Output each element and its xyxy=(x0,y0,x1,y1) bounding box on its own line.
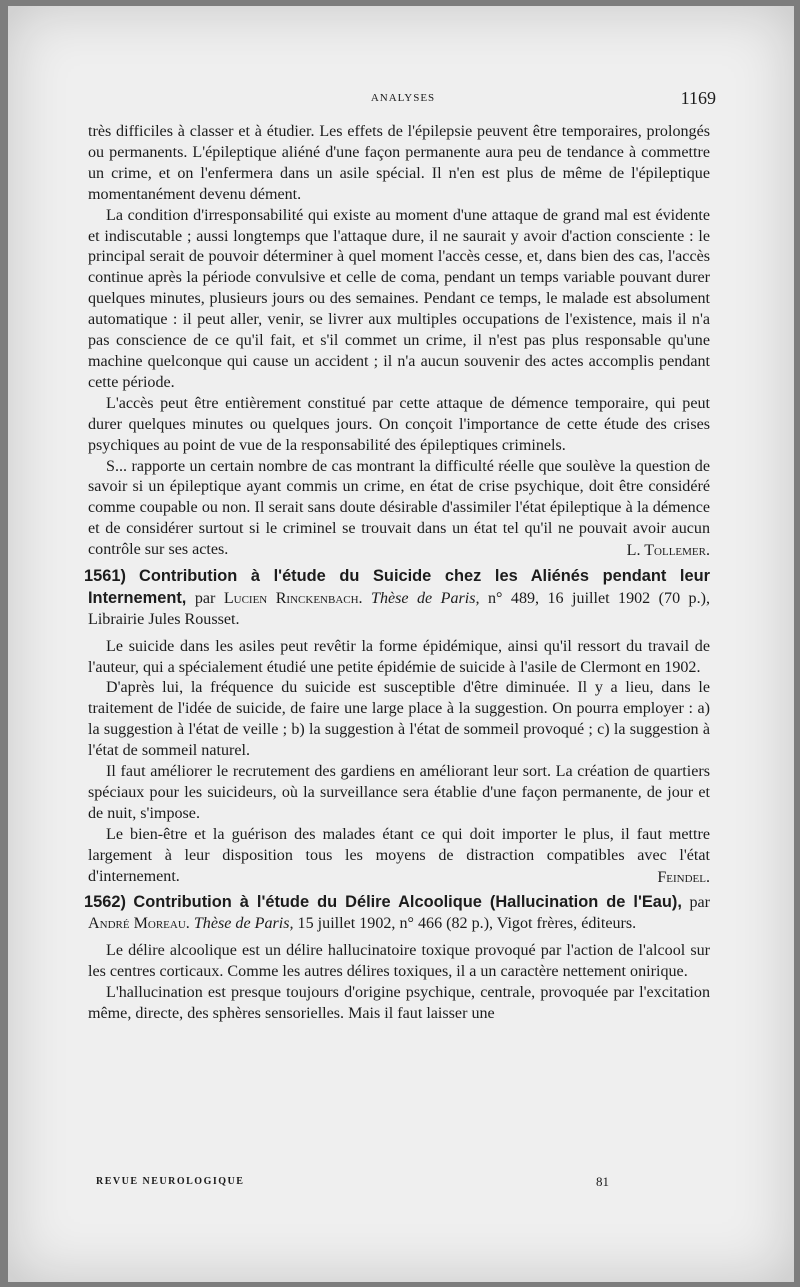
entry-source: Thèse de Paris, xyxy=(371,589,480,607)
paragraph-continued: très difficiles à classer et à étudier. Les effets de l'épilepsie peuvent être temporaires, prolongés ou permanents. L'épileptique aliéné d'une façon permanente aura peu de tendance à commettre un crime, et on l'enfermera dans un asile spécial. Il n'en est plus de même de l'épileptique momentanément devenu dément. xyxy=(88,123,710,203)
page-number: 1169 xyxy=(680,88,716,108)
reviewer-signature: L. Tollemer. xyxy=(626,542,710,560)
entry-by: par xyxy=(186,589,224,607)
entry-author: André Moreau xyxy=(88,915,186,933)
page-sheet xyxy=(8,6,794,1282)
paragraph: Le délire alcoolique est un délire hallucinatoire toxique provoqué par l'action de l'alcool sur les centres corticaux. Comme les autres délires toxiques, il a un caractère nettement onirique. xyxy=(88,942,710,981)
paragraph: L'accès peut être entièrement constitué par cette attaque de démence temporaire, qui peut durer quelques minutes ou quelques jours. On conçoit l'importance de cette étude des crises psychiques au point de vue de la responsabilité des épileptiques criminels. xyxy=(88,394,710,454)
running-head xyxy=(88,88,718,114)
body-text xyxy=(84,122,711,1025)
entry-number: 1561) xyxy=(84,566,126,585)
paragraph: L'hallucination est presque toujours d'origine psychique, centrale, provoquée par l'excitation même, directe, des sphères sensorielles. Mais il faut laisser une xyxy=(88,984,710,1022)
journal-name: REVUE NEUROLOGIQUE xyxy=(96,1176,245,1187)
reviewer-signature: Feindel. xyxy=(657,868,710,886)
entry-details: 15 juillet 1902, n° 466 (82 p.), Vigot frères, éditeurs. xyxy=(293,915,637,933)
entry-separator: . xyxy=(185,915,194,933)
paragraph: Le bien-être et la guérison des malades étant ce qui doit importer le plus, il faut mettre largement à leur disposition tous les moyens de distraction compatibles avec l'état d'internement. xyxy=(88,825,710,885)
entry-details: n° 489, 16 juillet 1902 (70 p.), Librairie Jules Rousset. xyxy=(88,589,711,628)
entry-by: par xyxy=(681,894,710,912)
review-entry-1561 xyxy=(84,566,711,631)
entry-author: Lucien Rinckenbach xyxy=(223,589,359,607)
review-entry-1562 xyxy=(84,892,710,935)
running-title: ANALYSES xyxy=(370,92,436,104)
paragraph: S... rapporte un certain nombre de cas montrant la difficulté réelle que soulève la question de savoir si un épileptique ayant commis un crime, en état de crise psychique, doit être considéré comme coupable ou non. Il serait sans doute désirable d'assimiler l'état épileptique à la démence et de considérer surtout si le criminel se trouvait dans un état tel qu'il ne pouvait avoir aucun contrôle sur ses actes. xyxy=(88,457,710,559)
entry-number: 1562) xyxy=(84,893,126,912)
entry-source: Thèse de Paris, xyxy=(193,915,294,933)
paragraph: La condition d'irresponsabilité qui existe au moment d'une attaque de grand mal est évidente et indiscutable ; aussi longtemps que l'attaque dure, il ne saurait y avoir d'action consciente : le principal serait de pouvoir déterminer à quel moment l'accès cesse, et, dans bien des cas, l'accès continue après la période convulsive et celle de coma, pendant un temps variable pouvant durer quelques minutes, plusieurs jours ou des semaines. Pendant ce temps, le malade est absolument automatique : il peut aller, venir, se livrer aux multiples occupations de l'existence, mais il n'a pas conscience de ce qu'il fait, et s'il commet un crime, il n'est pas plus responsable qu'une machine quelconque qui cause un accident ; il n'a aucun souvenir des actes accomplis pendant cette période. xyxy=(88,206,710,391)
entry-separator: . xyxy=(358,589,372,607)
paragraph: Il faut améliorer le recrutement des gardiens en améliorant leur sort. La création de quartiers spéciaux pour les suicideurs, où la surveillance sera établie d'une façon permanente, de jour et de nuit, s'impose. xyxy=(88,763,710,822)
entry-title: Contribution à l'étude du Délire Alcoolique (Hallucination de l'Eau), xyxy=(133,893,682,912)
signature-mark: 81 xyxy=(596,1174,609,1189)
entry-title: Contribution à l'étude du Suicide chez les Aliénés pendant leur Internement, xyxy=(88,566,710,607)
paragraph: D'après lui, la fréquence du suicide est susceptible d'être diminuée. Il y a lieu, dans le traitement de l'idée de suicide, de faire une large place à la suggestion. On pourra employer : a) la suggestion à l'état de veille ; b) la suggestion à l'état de sommeil provoqué ; c) la suggestion à l'état de sommeil naturel. xyxy=(88,679,710,760)
page-footer xyxy=(96,1170,696,1194)
paragraph: Le suicide dans les asiles peut revêtir la forme épidémique, ainsi qu'il ressort du travail de l'auteur, qui a spécialement étudié une petite épidémie de suicide à l'asile de Clermont en 1902. xyxy=(88,637,710,676)
